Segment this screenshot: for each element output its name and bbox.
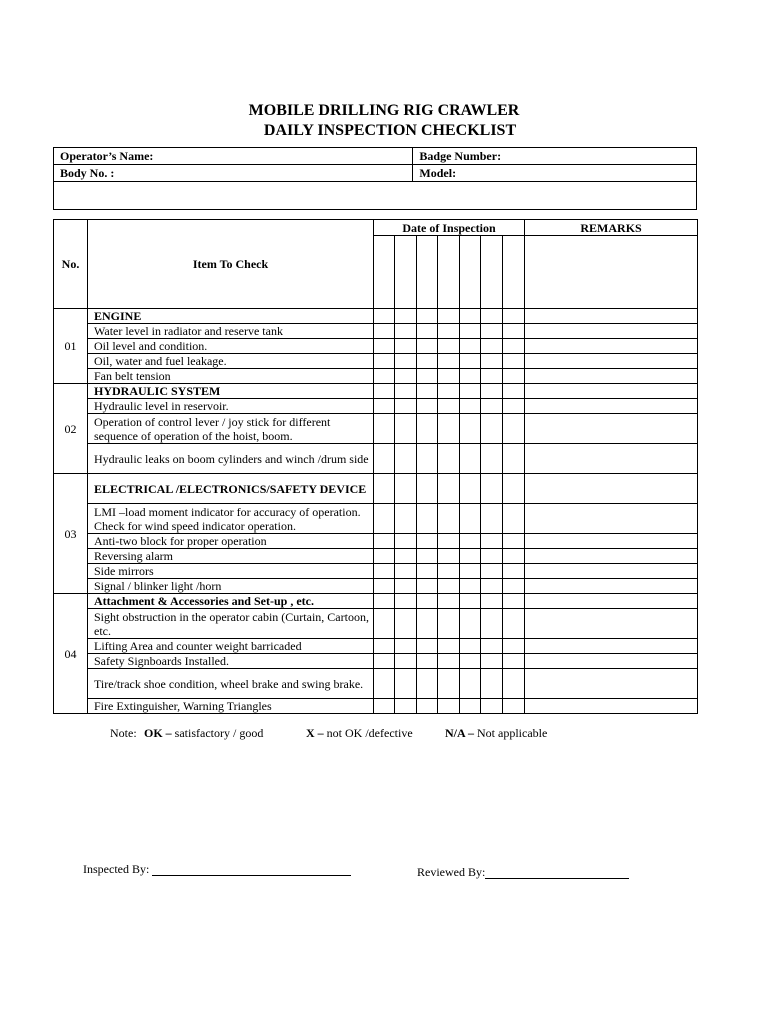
date-check-cell[interactable] bbox=[481, 309, 503, 324]
date-check-cell[interactable] bbox=[460, 579, 481, 594]
date-check-cell[interactable] bbox=[417, 339, 438, 354]
section-number: 03 bbox=[54, 474, 88, 594]
date-check-cell[interactable] bbox=[460, 639, 481, 654]
date-check-cell[interactable] bbox=[503, 639, 525, 654]
x-code: X – bbox=[306, 726, 324, 740]
date-check-cell[interactable] bbox=[460, 699, 481, 714]
date-check-cell[interactable] bbox=[503, 414, 525, 444]
date-check-cell[interactable] bbox=[395, 504, 417, 534]
date-check-cell[interactable] bbox=[395, 399, 417, 414]
date-check-cell[interactable] bbox=[395, 339, 417, 354]
remarks-cell[interactable] bbox=[525, 534, 698, 549]
remarks-cell[interactable] bbox=[525, 339, 698, 354]
date-check-cell[interactable] bbox=[395, 549, 417, 564]
date-check-cell[interactable] bbox=[395, 309, 417, 324]
date-check-cell[interactable] bbox=[438, 414, 460, 444]
date-check-cell[interactable] bbox=[481, 594, 503, 609]
checklist-item-row bbox=[54, 669, 698, 699]
date-check-cell[interactable] bbox=[438, 504, 460, 534]
checklist-item-row bbox=[54, 339, 698, 354]
date-check-cell[interactable] bbox=[460, 369, 481, 384]
date-check-cell[interactable] bbox=[503, 399, 525, 414]
checklist-item-label: LMI –load moment indicator for accuracy of operation. Check for wind speed indicator operation. bbox=[88, 504, 374, 534]
date-check-cell[interactable] bbox=[417, 474, 438, 504]
remarks-cell[interactable] bbox=[525, 564, 698, 579]
date-check-cell[interactable] bbox=[417, 444, 438, 474]
date-check-cell[interactable] bbox=[374, 414, 395, 444]
item-column-header: Item To Check bbox=[88, 220, 374, 309]
date-check-cell[interactable] bbox=[374, 699, 395, 714]
date-check-cell[interactable] bbox=[460, 324, 481, 339]
date-check-cell[interactable] bbox=[395, 414, 417, 444]
date-check-cell[interactable] bbox=[503, 324, 525, 339]
date-check-cell[interactable] bbox=[438, 309, 460, 324]
date-of-inspection-header: Date of Inspection bbox=[374, 220, 525, 236]
date-check-cell[interactable] bbox=[503, 504, 525, 534]
date-check-cell[interactable] bbox=[374, 639, 395, 654]
checklist-item-label: Reversing alarm bbox=[88, 549, 374, 564]
date-check-cell[interactable] bbox=[395, 669, 417, 699]
date-check-cell[interactable] bbox=[481, 414, 503, 444]
date-check-cell[interactable] bbox=[417, 384, 438, 399]
date-check-cell[interactable] bbox=[417, 669, 438, 699]
date-check-cell[interactable] bbox=[438, 699, 460, 714]
date-check-cell[interactable] bbox=[395, 579, 417, 594]
date-column-cell[interactable] bbox=[374, 236, 395, 309]
date-check-cell[interactable] bbox=[374, 369, 395, 384]
remarks-cell[interactable] bbox=[525, 384, 698, 399]
reviewed-by bbox=[417, 865, 629, 879]
date-check-cell[interactable] bbox=[438, 669, 460, 699]
date-check-cell[interactable] bbox=[395, 354, 417, 369]
badge-number-field[interactable]: Badge Number: bbox=[413, 148, 697, 165]
date-column-cell[interactable] bbox=[395, 236, 417, 309]
remarks-cell[interactable] bbox=[525, 609, 698, 639]
checklist-item-row bbox=[54, 534, 698, 549]
date-check-cell[interactable] bbox=[481, 324, 503, 339]
date-check-cell[interactable] bbox=[395, 444, 417, 474]
date-check-cell[interactable] bbox=[460, 654, 481, 669]
remarks-cell[interactable] bbox=[525, 474, 698, 504]
remarks-cell[interactable] bbox=[525, 324, 698, 339]
date-check-cell[interactable] bbox=[481, 654, 503, 669]
date-check-cell[interactable] bbox=[417, 504, 438, 534]
section-title-row bbox=[54, 309, 698, 324]
date-check-cell[interactable] bbox=[374, 579, 395, 594]
reviewed-by-signature-line[interactable] bbox=[485, 878, 629, 879]
blank-info-row bbox=[54, 182, 697, 210]
date-check-cell[interactable] bbox=[438, 384, 460, 399]
note-x bbox=[306, 726, 413, 740]
section-title: Attachment & Accessories and Set-up , etc. bbox=[88, 594, 374, 609]
date-check-cell[interactable] bbox=[503, 309, 525, 324]
remarks-cell[interactable] bbox=[525, 699, 698, 714]
document-title-line1: MOBILE DRILLING RIG CRAWLER bbox=[248, 102, 520, 119]
date-check-cell[interactable] bbox=[395, 384, 417, 399]
section-title: ENGINE bbox=[88, 309, 374, 324]
date-check-cell[interactable] bbox=[374, 324, 395, 339]
date-check-cell[interactable] bbox=[503, 474, 525, 504]
date-check-cell[interactable] bbox=[438, 654, 460, 669]
remarks-header: REMARKS bbox=[525, 220, 698, 236]
date-check-cell[interactable] bbox=[503, 654, 525, 669]
date-column-cell[interactable] bbox=[438, 236, 460, 309]
section-title-row bbox=[54, 474, 698, 504]
date-check-cell[interactable] bbox=[374, 474, 395, 504]
checklist-item-label: Water level in radiator and reserve tank bbox=[88, 324, 374, 339]
date-check-cell[interactable] bbox=[374, 339, 395, 354]
date-check-cell[interactable] bbox=[395, 594, 417, 609]
date-column-cell[interactable] bbox=[460, 236, 481, 309]
checklist-item-row bbox=[54, 699, 698, 714]
remarks-cell[interactable] bbox=[525, 309, 698, 324]
date-check-cell[interactable] bbox=[395, 609, 417, 639]
date-check-cell[interactable] bbox=[417, 369, 438, 384]
checklist-item-row bbox=[54, 414, 698, 444]
document-title-line2: DAILY INSPECTION CHECKLIST bbox=[263, 122, 517, 139]
date-check-cell[interactable] bbox=[481, 549, 503, 564]
remarks-cell[interactable] bbox=[525, 579, 698, 594]
date-column-cell[interactable] bbox=[417, 236, 438, 309]
date-check-cell[interactable] bbox=[417, 654, 438, 669]
date-check-cell[interactable] bbox=[374, 354, 395, 369]
checklist-item-row bbox=[54, 549, 698, 564]
date-check-cell[interactable] bbox=[395, 639, 417, 654]
section-title-row bbox=[54, 594, 698, 609]
date-check-cell[interactable] bbox=[374, 309, 395, 324]
inspected-by bbox=[83, 862, 351, 876]
date-check-cell[interactable] bbox=[417, 564, 438, 579]
date-check-cell[interactable] bbox=[395, 324, 417, 339]
remarks-cell[interactable] bbox=[525, 504, 698, 534]
date-check-cell[interactable] bbox=[417, 534, 438, 549]
model-field[interactable]: Model: bbox=[413, 165, 697, 182]
note-ok bbox=[144, 726, 263, 740]
date-check-cell[interactable] bbox=[395, 474, 417, 504]
remarks-cell[interactable] bbox=[525, 414, 698, 444]
date-check-cell[interactable] bbox=[395, 699, 417, 714]
inspected-by-label: Inspected By: bbox=[83, 862, 150, 876]
checklist-item-label: Signal / blinker light /horn bbox=[88, 579, 374, 594]
section-title: ELECTRICAL /ELECTRONICS/SAFETY DEVICE bbox=[88, 474, 374, 504]
date-check-cell[interactable] bbox=[503, 444, 525, 474]
date-check-cell[interactable] bbox=[460, 339, 481, 354]
date-check-cell[interactable] bbox=[417, 414, 438, 444]
checklist-item-label: Hydraulic level in reservoir. bbox=[88, 399, 374, 414]
date-check-cell[interactable] bbox=[374, 594, 395, 609]
date-check-cell[interactable] bbox=[503, 609, 525, 639]
remarks-header-cell[interactable] bbox=[525, 236, 698, 309]
date-check-cell[interactable] bbox=[438, 339, 460, 354]
date-check-cell[interactable] bbox=[438, 474, 460, 504]
x-text: not OK /defective bbox=[326, 726, 413, 740]
date-check-cell[interactable] bbox=[503, 549, 525, 564]
date-check-cell[interactable] bbox=[481, 384, 503, 399]
checklist-item-row bbox=[54, 564, 698, 579]
date-check-cell[interactable] bbox=[481, 354, 503, 369]
checklist-item-label: Oil level and condition. bbox=[88, 339, 374, 354]
checklist-item-row bbox=[54, 609, 698, 639]
date-check-cell[interactable] bbox=[460, 384, 481, 399]
date-check-cell[interactable] bbox=[481, 579, 503, 594]
date-check-cell[interactable] bbox=[460, 399, 481, 414]
date-column-cell[interactable] bbox=[503, 236, 525, 309]
date-check-cell[interactable] bbox=[438, 579, 460, 594]
date-check-cell[interactable] bbox=[417, 594, 438, 609]
date-check-cell[interactable] bbox=[417, 549, 438, 564]
remarks-cell[interactable] bbox=[525, 549, 698, 564]
date-check-cell[interactable] bbox=[481, 669, 503, 699]
date-check-cell[interactable] bbox=[438, 594, 460, 609]
date-check-cell[interactable] bbox=[417, 579, 438, 594]
reviewed-by-label: Reviewed By: bbox=[417, 865, 486, 879]
date-check-cell[interactable] bbox=[460, 594, 481, 609]
checklist-item-row bbox=[54, 369, 698, 384]
date-check-cell[interactable] bbox=[481, 369, 503, 384]
checklist-item-label: Sight obstruction in the operator cabin (Curtain, Cartoon, etc. bbox=[88, 609, 374, 639]
date-check-cell[interactable] bbox=[374, 384, 395, 399]
date-check-cell[interactable] bbox=[395, 534, 417, 549]
date-check-cell[interactable] bbox=[374, 504, 395, 534]
remarks-cell[interactable] bbox=[525, 444, 698, 474]
body-no-field[interactable]: Body No. : bbox=[54, 165, 413, 182]
date-check-cell[interactable] bbox=[481, 639, 503, 654]
date-check-cell[interactable] bbox=[481, 444, 503, 474]
na-code: N/A – bbox=[445, 726, 475, 740]
date-check-cell[interactable] bbox=[438, 609, 460, 639]
checklist-item-label: Side mirrors bbox=[88, 564, 374, 579]
checklist-item-label: Anti-two block for proper operation bbox=[88, 534, 374, 549]
date-check-cell[interactable] bbox=[438, 354, 460, 369]
date-check-cell[interactable] bbox=[481, 504, 503, 534]
date-check-cell[interactable] bbox=[503, 564, 525, 579]
checklist-item-row bbox=[54, 654, 698, 669]
date-check-cell[interactable] bbox=[460, 549, 481, 564]
section-title: HYDRAULIC SYSTEM bbox=[88, 384, 374, 399]
date-check-cell[interactable] bbox=[374, 669, 395, 699]
checklist-item-label: Fire Extinguisher, Warning Triangles bbox=[88, 699, 374, 714]
date-check-cell[interactable] bbox=[438, 534, 460, 549]
checklist-item-label: Lifting Area and counter weight barricaded bbox=[88, 639, 374, 654]
date-check-cell[interactable] bbox=[460, 564, 481, 579]
date-check-cell[interactable] bbox=[503, 384, 525, 399]
header-info-table bbox=[53, 147, 697, 210]
date-check-cell[interactable] bbox=[374, 654, 395, 669]
checklist-item-label: Fan belt tension bbox=[88, 369, 374, 384]
date-check-cell[interactable] bbox=[417, 324, 438, 339]
date-check-cell[interactable] bbox=[374, 609, 395, 639]
date-check-cell[interactable] bbox=[374, 399, 395, 414]
date-check-cell[interactable] bbox=[481, 609, 503, 639]
date-check-cell[interactable] bbox=[503, 534, 525, 549]
section-number: 04 bbox=[54, 594, 88, 714]
remarks-cell[interactable] bbox=[525, 669, 698, 699]
date-check-cell[interactable] bbox=[503, 579, 525, 594]
date-column-cell[interactable] bbox=[481, 236, 503, 309]
section-title-row bbox=[54, 384, 698, 399]
date-check-cell[interactable] bbox=[481, 564, 503, 579]
date-check-cell[interactable] bbox=[460, 474, 481, 504]
date-check-cell[interactable] bbox=[438, 564, 460, 579]
date-check-cell[interactable] bbox=[503, 669, 525, 699]
na-text: Not applicable bbox=[477, 726, 548, 740]
no-column-header: No. bbox=[54, 220, 88, 309]
remarks-cell[interactable] bbox=[525, 594, 698, 609]
date-check-cell[interactable] bbox=[460, 609, 481, 639]
date-check-cell[interactable] bbox=[460, 669, 481, 699]
note-prefix: Note: bbox=[110, 726, 137, 740]
date-check-cell[interactable] bbox=[395, 654, 417, 669]
inspected-by-signature-line[interactable] bbox=[152, 875, 351, 876]
section-number: 01 bbox=[54, 309, 88, 384]
operator-name-field[interactable]: Operator’s Name: bbox=[54, 148, 413, 165]
date-check-cell[interactable] bbox=[481, 534, 503, 549]
date-check-cell[interactable] bbox=[503, 699, 525, 714]
date-check-cell[interactable] bbox=[481, 474, 503, 504]
date-check-cell[interactable] bbox=[438, 399, 460, 414]
date-check-cell[interactable] bbox=[417, 639, 438, 654]
date-check-cell[interactable] bbox=[417, 609, 438, 639]
date-check-cell[interactable] bbox=[438, 324, 460, 339]
date-check-cell[interactable] bbox=[438, 444, 460, 474]
date-check-cell[interactable] bbox=[395, 369, 417, 384]
date-check-cell[interactable] bbox=[481, 699, 503, 714]
note-na bbox=[445, 726, 547, 740]
date-check-cell[interactable] bbox=[417, 699, 438, 714]
date-check-cell[interactable] bbox=[460, 354, 481, 369]
date-check-cell[interactable] bbox=[481, 399, 503, 414]
date-check-cell[interactable] bbox=[460, 444, 481, 474]
inspection-checklist-table bbox=[53, 219, 698, 714]
date-check-cell[interactable] bbox=[374, 564, 395, 579]
remarks-cell[interactable] bbox=[525, 354, 698, 369]
checklist-item-row bbox=[54, 444, 698, 474]
checklist-item-label: Oil, water and fuel leakage. bbox=[88, 354, 374, 369]
date-check-cell[interactable] bbox=[503, 354, 525, 369]
date-check-cell[interactable] bbox=[438, 549, 460, 564]
date-check-cell[interactable] bbox=[374, 549, 395, 564]
date-check-cell[interactable] bbox=[374, 444, 395, 474]
remarks-cell[interactable] bbox=[525, 639, 698, 654]
ok-code: OK – bbox=[144, 726, 172, 740]
date-check-cell[interactable] bbox=[481, 339, 503, 354]
date-check-cell[interactable] bbox=[395, 564, 417, 579]
checklist-item-label: Hydraulic leaks on boom cylinders and winch /drum side bbox=[88, 444, 374, 474]
date-check-cell[interactable] bbox=[460, 534, 481, 549]
date-check-cell[interactable] bbox=[417, 309, 438, 324]
checklist-item-row bbox=[54, 354, 698, 369]
remarks-cell[interactable] bbox=[525, 369, 698, 384]
date-check-cell[interactable] bbox=[417, 399, 438, 414]
checklist-item-row bbox=[54, 324, 698, 339]
section-number: 02 bbox=[54, 384, 88, 474]
checklist-item-label: Operation of control lever / joy stick for different sequence of operation of the hoist, boom. bbox=[88, 414, 374, 444]
date-check-cell[interactable] bbox=[438, 369, 460, 384]
date-check-cell[interactable] bbox=[503, 369, 525, 384]
date-check-cell[interactable] bbox=[417, 354, 438, 369]
ok-text: satisfactory / good bbox=[174, 726, 264, 740]
remarks-cell[interactable] bbox=[525, 654, 698, 669]
date-check-cell[interactable] bbox=[503, 339, 525, 354]
date-check-cell[interactable] bbox=[460, 414, 481, 444]
date-check-cell[interactable] bbox=[503, 594, 525, 609]
checklist-item-label: Safety Signboards Installed. bbox=[88, 654, 374, 669]
checklist-item-row bbox=[54, 399, 698, 414]
date-check-cell[interactable] bbox=[460, 504, 481, 534]
checklist-item-row bbox=[54, 504, 698, 534]
date-check-cell[interactable] bbox=[460, 309, 481, 324]
checklist-item-row bbox=[54, 579, 698, 594]
date-check-cell[interactable] bbox=[438, 639, 460, 654]
remarks-cell[interactable] bbox=[525, 399, 698, 414]
date-check-cell[interactable] bbox=[374, 534, 395, 549]
checklist-item-row bbox=[54, 639, 698, 654]
checklist-item-label: Tire/track shoe condition, wheel brake and swing brake. bbox=[88, 669, 374, 699]
